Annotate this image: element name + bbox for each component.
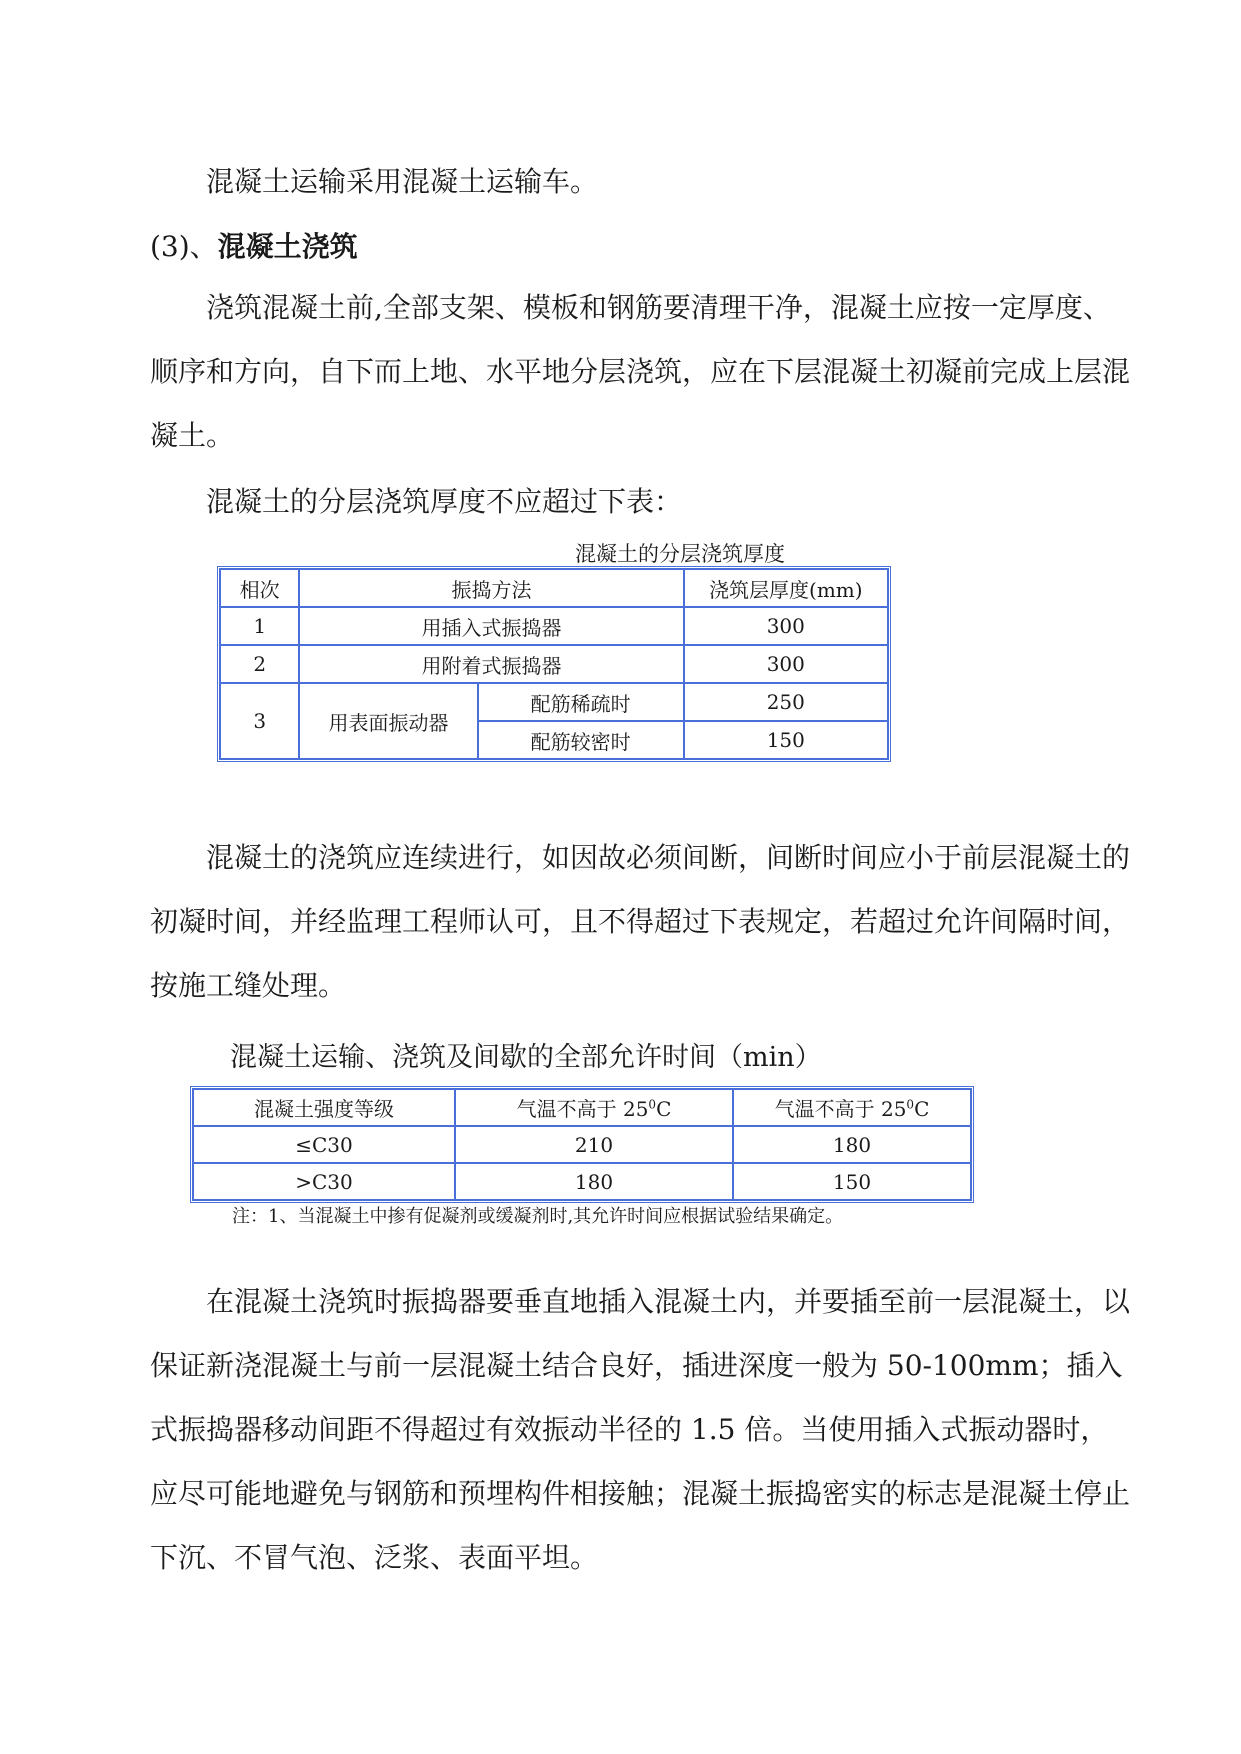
table-cell: 180 xyxy=(733,1126,971,1163)
paragraph-table-intro: 混凝土的分层浇筑厚度不应超过下表： xyxy=(206,485,683,518)
table-cell: 150 xyxy=(684,721,888,759)
table-cell: 150 xyxy=(733,1163,971,1200)
paragraph-transport: 混凝土运输采用混凝土运输车。 xyxy=(206,165,599,198)
table-row xyxy=(220,683,888,721)
allowed-time-table xyxy=(190,1086,974,1203)
table-cell: 300 xyxy=(684,645,888,683)
header-cell: 浇筑层厚度(mm) xyxy=(684,569,888,607)
table-cell: 配筋稀疏时 xyxy=(478,683,684,721)
table2-caption: 混凝土运输、浇筑及间歇的全部允许时间（min） xyxy=(230,1042,822,1073)
table-cell: >C30 xyxy=(193,1163,455,1200)
table-row xyxy=(220,645,888,683)
table2-note: 注：1、当混凝土中掺有促凝剂或缓凝剂时,其允许时间应根据试验结果确定。 xyxy=(232,1206,844,1227)
header-cell: 相次 xyxy=(220,569,299,607)
table-row xyxy=(220,607,888,645)
header-cell: 混凝土强度等级 xyxy=(193,1089,455,1126)
table-row xyxy=(193,1163,971,1200)
table-row xyxy=(193,1126,971,1163)
paragraph-pour-prep: 浇筑混凝土前,全部支架、模板和钢筋要清理干净，混凝土应按一定厚度、顺序和方向，自下而上地、水平地分层浇筑，应在下层混凝土初凝前完成上层混凝土。 xyxy=(150,291,1131,452)
table-cell: 3 xyxy=(220,683,299,759)
table-cell: 300 xyxy=(684,607,888,645)
section-heading: (3)、混凝土浇筑 xyxy=(150,230,358,263)
header-cell: 气温不高于 $25^0C$ xyxy=(455,1089,733,1126)
header-cell: 气温不高于 $25^0C$ xyxy=(733,1089,971,1126)
header-cell: 振捣方法 xyxy=(299,569,683,607)
paragraph-continuous: 混凝土的浇筑应连续进行，如因故必须间断，间断时间应小于前层混凝土的初凝时间，并经监理工程师认可，且不得超过下表规定，若超过允许间隔时间，按施工缝处理。 xyxy=(150,841,1131,1002)
table-cell: 配筋较密时 xyxy=(478,721,684,759)
paragraph-vibrate: 在混凝土浇筑时振捣器要垂直地插入混凝土内，并要插至前一层混凝土，以保证新浇混凝土与前一层混凝土结合良好，插进深度一般为 50-100mm；插入式振捣器移动间距不得超过有效振动半径的 1.5 倍。当使用插入式振动器时，应尽可能地避免与钢筋和预埋构件相接触；混凝土振捣密实的标志是混凝土停止下沉、不冒气泡、泛浆、表面平坦。 xyxy=(150,1285,1131,1574)
table-cell: 用附着式振捣器 xyxy=(299,645,683,683)
table-cell: 180 xyxy=(455,1163,733,1200)
table-cell: 用表面振动器 xyxy=(299,683,477,759)
table-cell: 250 xyxy=(684,683,888,721)
table-cell: 1 xyxy=(220,607,299,645)
table-cell: 用插入式振捣器 xyxy=(299,607,683,645)
table-header-row xyxy=(220,569,888,607)
table-cell: 2 xyxy=(220,645,299,683)
table-cell: 210 xyxy=(455,1126,733,1163)
layer-thickness-table xyxy=(217,566,891,762)
table-cell: ≤C30 xyxy=(193,1126,455,1163)
table1-caption: 混凝土的分层浇筑厚度 xyxy=(575,542,785,566)
table-header-row xyxy=(193,1089,971,1126)
